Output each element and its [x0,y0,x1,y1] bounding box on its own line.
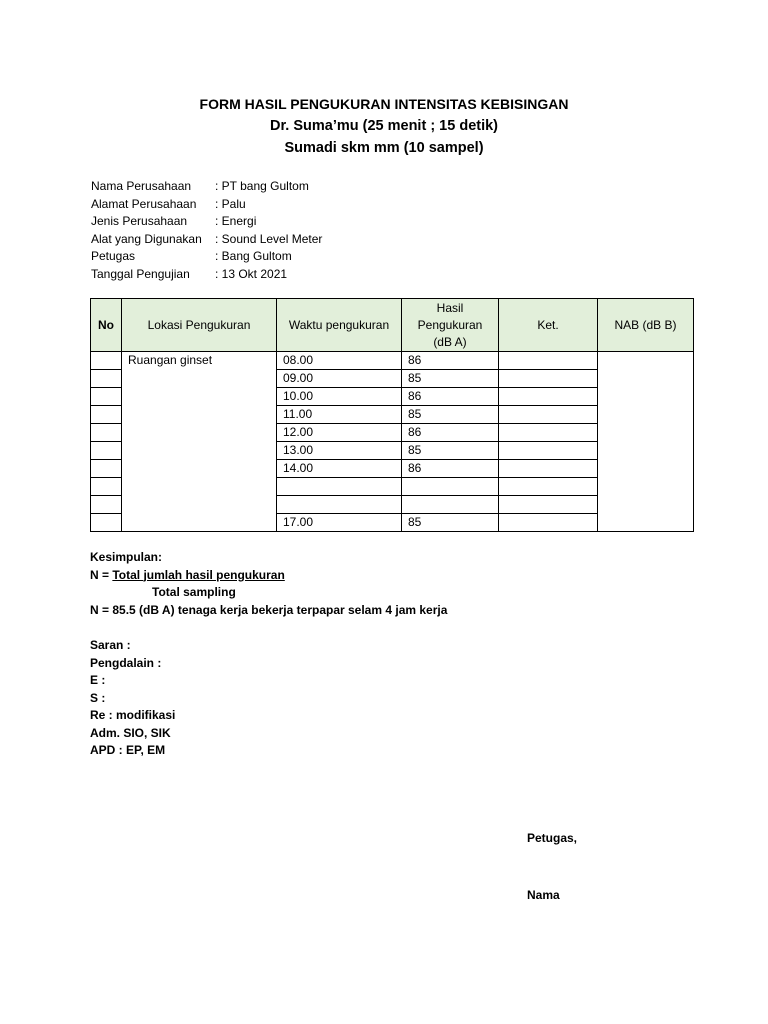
cell-waktu [277,478,402,496]
cell-ket [499,478,598,496]
info-value: : 13 Okt 2021 [215,266,288,281]
info-label: Jenis Perusahaan [91,214,188,228]
cell-hasil: 86 [402,460,499,478]
info-row [91,213,322,231]
form-subtitle-samples: Sumadi skm mm (10 sampel) [284,140,484,156]
cell-ket [499,514,598,532]
cell-no [91,460,122,478]
cell-hasil: 85 [402,370,499,388]
cell-ket [499,496,598,514]
formula-numerator: Total jumlah hasil pengukuran [112,567,285,582]
cell-no [91,388,122,406]
saran-line: APD : EP, EM [90,743,166,757]
header-hasil-line: (dB A) [433,334,467,349]
info-value: : Bang Gultom [215,249,292,263]
info-row [91,266,322,284]
conclusion-result: N = 85.5 (dB A) tenaga kerja bekerja terpapar selam 4 jam kerja [90,602,448,617]
cell-hasil: 86 [402,388,499,406]
table-header-row [91,299,694,352]
header-waktu: Waktu pengukuran [277,299,402,352]
header-ket: Ket. [499,299,598,352]
saran-heading: Saran : [90,638,131,652]
header-no: No [91,299,122,352]
cell-ket [499,460,598,478]
conclusion-section [90,549,447,619]
saran-line: Re : modifikasi [90,708,176,722]
cell-ket [499,370,598,388]
info-value: : PT bang Gultom [215,179,309,193]
cell-no [91,424,122,442]
header-hasil [402,299,499,352]
measurement-table [90,298,694,532]
info-label: Nama Perusahaan [91,179,192,193]
info-row [91,231,322,249]
info-value: : Energi [215,214,257,228]
form-title: FORM HASIL PENGUKURAN INTENSITAS KEBISINGAN [199,96,569,112]
info-label: Petugas [91,249,136,263]
cell-waktu: 09.00 [277,370,402,388]
cell-no [91,496,122,514]
header-hasil-line: Hasil [436,300,464,315]
info-value: : Sound Level Meter [215,231,323,246]
cell-hasil: 85 [402,406,499,424]
cell-lokasi: Ruangan ginset [122,352,277,532]
cell-no [91,406,122,424]
cell-no [91,442,122,460]
cell-ket [499,352,598,370]
cell-no [91,514,122,532]
suggestion-section [90,637,175,760]
cell-waktu: 12.00 [277,424,402,442]
saran-line: S : [90,690,106,705]
info-label: Alamat Perusahaan [91,196,197,211]
info-label: Tanggal Pengujian [91,266,190,281]
formula-prefix: N = [90,567,113,582]
conclusion-heading: Kesimpulan: [90,550,163,564]
cell-no [91,352,122,370]
cell-hasil: 86 [402,352,499,370]
cell-waktu: 14.00 [277,460,402,478]
cell-no [91,478,122,496]
cell-ket [499,442,598,460]
cell-nab [598,352,694,532]
cell-hasil: 86 [402,424,499,442]
signature-role: Petugas, [527,831,578,845]
cell-waktu: 13.00 [277,442,402,460]
cell-hasil: 85 [402,442,499,460]
header-hasil-line: Pengukuran [417,317,483,332]
saran-line: Pengdalain : [90,655,162,670]
saran-line: Adm. SIO, SIK [90,725,171,740]
cell-waktu: 17.00 [277,514,402,532]
cell-ket [499,388,598,406]
cell-waktu: 11.00 [277,406,402,424]
company-info [91,178,322,283]
info-row [91,248,322,266]
info-row [91,178,322,196]
table-row [91,352,694,370]
cell-hasil [402,496,499,514]
header-lokasi: Lokasi Pengukuran [122,299,277,352]
cell-waktu: 08.00 [277,352,402,370]
info-value: : Palu [215,196,246,211]
cell-ket [499,424,598,442]
formula-line [90,567,447,585]
header-nab: NAB (dB B) [598,299,694,352]
cell-no [91,370,122,388]
cell-waktu: 10.00 [277,388,402,406]
cell-waktu [277,496,402,514]
cell-hasil: 85 [402,514,499,532]
info-row [91,196,322,214]
signature-name: Nama [527,888,560,902]
info-label: Alat yang Digunakan [91,231,202,246]
cell-ket [499,406,598,424]
formula-denominator: Total sampling [152,585,236,599]
form-subtitle-method: Dr. Suma’mu (25 menit ; 15 detik) [269,118,499,134]
cell-hasil [402,478,499,496]
saran-line: E : [90,673,106,687]
